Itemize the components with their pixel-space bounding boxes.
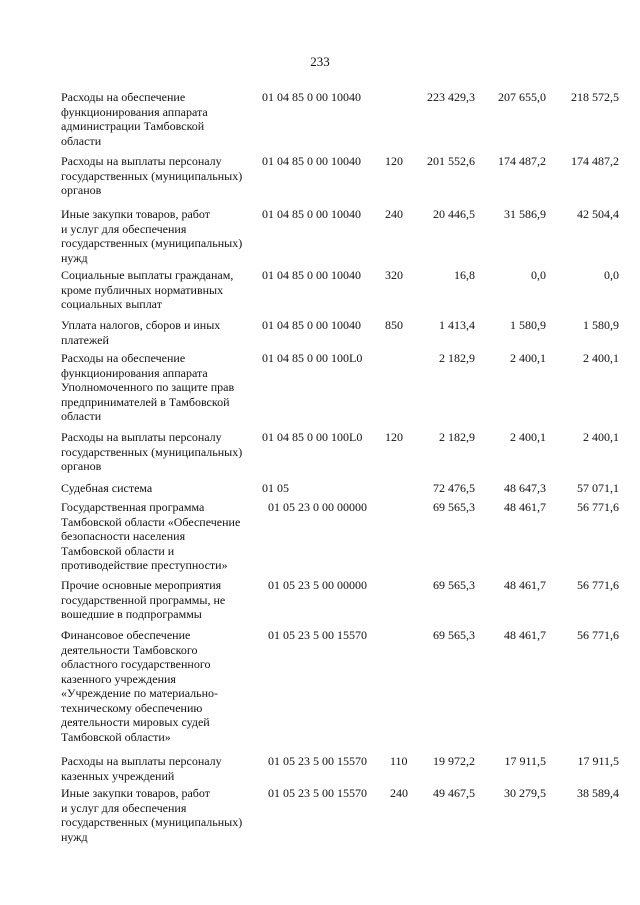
target-code: 85 0 00 100L0: [292, 351, 363, 365]
amount-year-3: 2 400,1: [583, 351, 619, 365]
description-line: Расходы на обеспечение: [61, 90, 186, 104]
section-code: 01 05: [268, 628, 295, 642]
target-code: 23 5 00 15570: [298, 754, 367, 768]
target-code: 85 0 00 10040: [292, 207, 361, 221]
row-description: [61, 351, 261, 424]
description-line: и услуг для обеспечения: [61, 221, 187, 236]
amount-year-1: 20 446,5: [433, 207, 475, 221]
expense-type-code: 320: [385, 268, 403, 282]
amount-year-3: 1 580,9: [583, 318, 619, 332]
amount-year-2: 2 400,1: [510, 430, 546, 444]
section-code: 01 05: [268, 754, 295, 768]
description-line: Уполномоченного по защите прав: [61, 380, 235, 394]
description-line: области: [61, 409, 102, 423]
amount-year-3: 17 911,5: [577, 754, 619, 768]
amount-year-1: 69 565,3: [433, 500, 475, 514]
description-line: областного государственного: [61, 657, 211, 671]
description-line: платежей: [61, 332, 109, 347]
row-description: [61, 268, 261, 312]
expense-type-code: 850: [385, 318, 403, 332]
description-line: техническому обеспечению: [61, 700, 203, 715]
amount-year-2: 48 647,3: [504, 481, 546, 495]
amount-year-3: 57 071,1: [577, 481, 619, 495]
expense-type-code: 240: [385, 207, 403, 221]
description-line: «Учреждение по материально-: [61, 686, 219, 700]
amount-year-1: 69 565,3: [433, 628, 475, 642]
page-number: 233: [310, 54, 330, 69]
amount-year-2: 48 461,7: [504, 578, 546, 592]
description-line: деятельности Тамбовского: [61, 642, 198, 657]
target-code: 85 0 00 10040: [292, 268, 361, 282]
row-description: [61, 318, 261, 347]
section-code: 01 04: [262, 430, 289, 444]
description-line: вошедшие в подпрограммы: [61, 607, 202, 621]
description-line: Тамбовской области «Обеспечение: [61, 514, 241, 529]
amount-year-2: 174 487,2: [498, 154, 546, 168]
description-line: социальных выплат: [61, 297, 162, 311]
section-code: 01 04: [262, 207, 289, 221]
description-line: государственных (муниципальных): [61, 236, 243, 250]
description-line: Расходы на выплаты персоналу: [61, 430, 222, 444]
row-description: [61, 154, 261, 198]
amount-year-3: 38 589,4: [577, 786, 619, 800]
description-line: казенного учреждения: [61, 671, 176, 686]
amount-year-1: 201 552,6: [427, 154, 475, 168]
expense-type-code: 120: [385, 154, 403, 168]
amount-year-3: 174 487,2: [571, 154, 619, 168]
description-line: Прочие основные мероприятия: [61, 578, 222, 592]
row-description: [61, 90, 261, 148]
amount-year-2: 1 580,9: [510, 318, 546, 332]
description-line: Иные закупки товаров, работ: [61, 207, 210, 221]
section-code: 01 05: [268, 578, 295, 592]
target-code: 85 0 00 100L0: [292, 430, 363, 444]
description-line: функционирования аппарата: [61, 104, 208, 119]
description-line: государственных (муниципальных): [61, 815, 243, 829]
description-line: области: [61, 133, 102, 148]
amount-year-1: 1 413,4: [439, 318, 475, 332]
description-line: государственных (муниципальных): [61, 168, 243, 183]
row-description: [61, 628, 261, 744]
section-code: 01 04: [262, 90, 289, 104]
row-description: [61, 754, 261, 783]
amount-year-1: 223 429,3: [427, 90, 475, 104]
amount-year-1: 16,8: [454, 268, 475, 282]
description-line: нужд: [61, 250, 88, 265]
expense-type-code: 240: [390, 786, 408, 800]
row-description: [61, 578, 261, 622]
amount-year-1: 2 182,9: [439, 430, 475, 444]
section-code: 01 05: [262, 481, 289, 495]
description-line: органов: [61, 459, 102, 473]
amount-year-3: 2 400,1: [583, 430, 619, 444]
description-line: Тамбовской области и: [61, 543, 175, 558]
section-code: 01 05: [268, 500, 295, 514]
target-code: 23 5 00 15570: [298, 786, 367, 800]
target-code: 85 0 00 10040: [292, 154, 361, 168]
description-line: государственной программы, не: [61, 592, 226, 607]
row-description: [61, 207, 261, 265]
amount-year-3: 42 504,4: [577, 207, 619, 221]
description-line: Расходы на обеспечение: [61, 351, 186, 365]
target-code: 85 0 00 10040: [292, 90, 361, 104]
amount-year-2: 17 911,5: [504, 754, 546, 768]
section-code: 01 04: [262, 154, 289, 168]
description-line: Финансовое обеспечение: [61, 628, 191, 642]
amount-year-3: 218 572,5: [571, 90, 619, 104]
description-line: Расходы на выплаты персоналу: [61, 154, 222, 168]
section-code: 01 04: [262, 318, 289, 332]
description-line: предпринимателей в Тамбовской: [61, 394, 230, 409]
amount-year-2: 48 461,7: [504, 500, 546, 514]
row-description: [61, 786, 261, 844]
description-line: деятельности мировых судей: [61, 715, 210, 729]
description-line: Государственная программа: [61, 500, 205, 514]
amount-year-1: 49 467,5: [433, 786, 475, 800]
amount-year-2: 31 586,9: [504, 207, 546, 221]
amount-year-1: 72 476,5: [433, 481, 475, 495]
amount-year-2: 30 279,5: [504, 786, 546, 800]
row-description: [61, 500, 261, 573]
amount-year-3: 56 771,6: [577, 500, 619, 514]
description-line: казенных учреждений: [61, 768, 175, 783]
description-line: Судебная система: [61, 481, 153, 495]
description-line: Расходы на выплаты персоналу: [61, 754, 222, 768]
amount-year-2: 207 655,0: [498, 90, 546, 104]
description-line: органов: [61, 183, 102, 197]
section-code: 01 04: [262, 268, 289, 282]
description-line: Социальные выплаты гражданам,: [61, 268, 234, 282]
amount-year-3: 56 771,6: [577, 578, 619, 592]
description-line: кроме публичных нормативных: [61, 282, 224, 297]
description-line: противодействие преступности»: [61, 558, 228, 572]
expense-type-code: 120: [385, 430, 403, 444]
amount-year-1: 19 972,2: [433, 754, 475, 768]
amount-year-2: 0,0: [531, 268, 546, 282]
description-line: функционирования аппарата: [61, 365, 208, 380]
row-description: [61, 430, 261, 474]
target-code: 85 0 00 10040: [292, 318, 361, 332]
amount-year-1: 2 182,9: [439, 351, 475, 365]
amount-year-2: 2 400,1: [510, 351, 546, 365]
amount-year-3: 0,0: [604, 268, 619, 282]
target-code: 23 0 00 00000: [298, 500, 367, 514]
section-code: 01 05: [268, 786, 295, 800]
amount-year-1: 69 565,3: [433, 578, 475, 592]
description-line: администрации Тамбовской: [61, 119, 205, 133]
amount-year-2: 48 461,7: [504, 628, 546, 642]
description-line: нужд: [61, 829, 88, 844]
description-line: Тамбовской области»: [61, 729, 171, 744]
target-code: 23 5 00 15570: [298, 628, 367, 642]
row-description: [61, 481, 261, 496]
description-line: безопасности населения: [61, 529, 186, 543]
amount-year-3: 56 771,6: [577, 628, 619, 642]
description-line: Иные закупки товаров, работ: [61, 786, 210, 800]
expense-type-code: 110: [390, 754, 408, 768]
description-line: и услуг для обеспечения: [61, 800, 187, 815]
section-code: 01 04: [262, 351, 289, 365]
target-code: 23 5 00 00000: [298, 578, 367, 592]
description-line: Уплата налогов, сборов и иных: [61, 318, 221, 332]
description-line: государственных (муниципальных): [61, 444, 243, 459]
